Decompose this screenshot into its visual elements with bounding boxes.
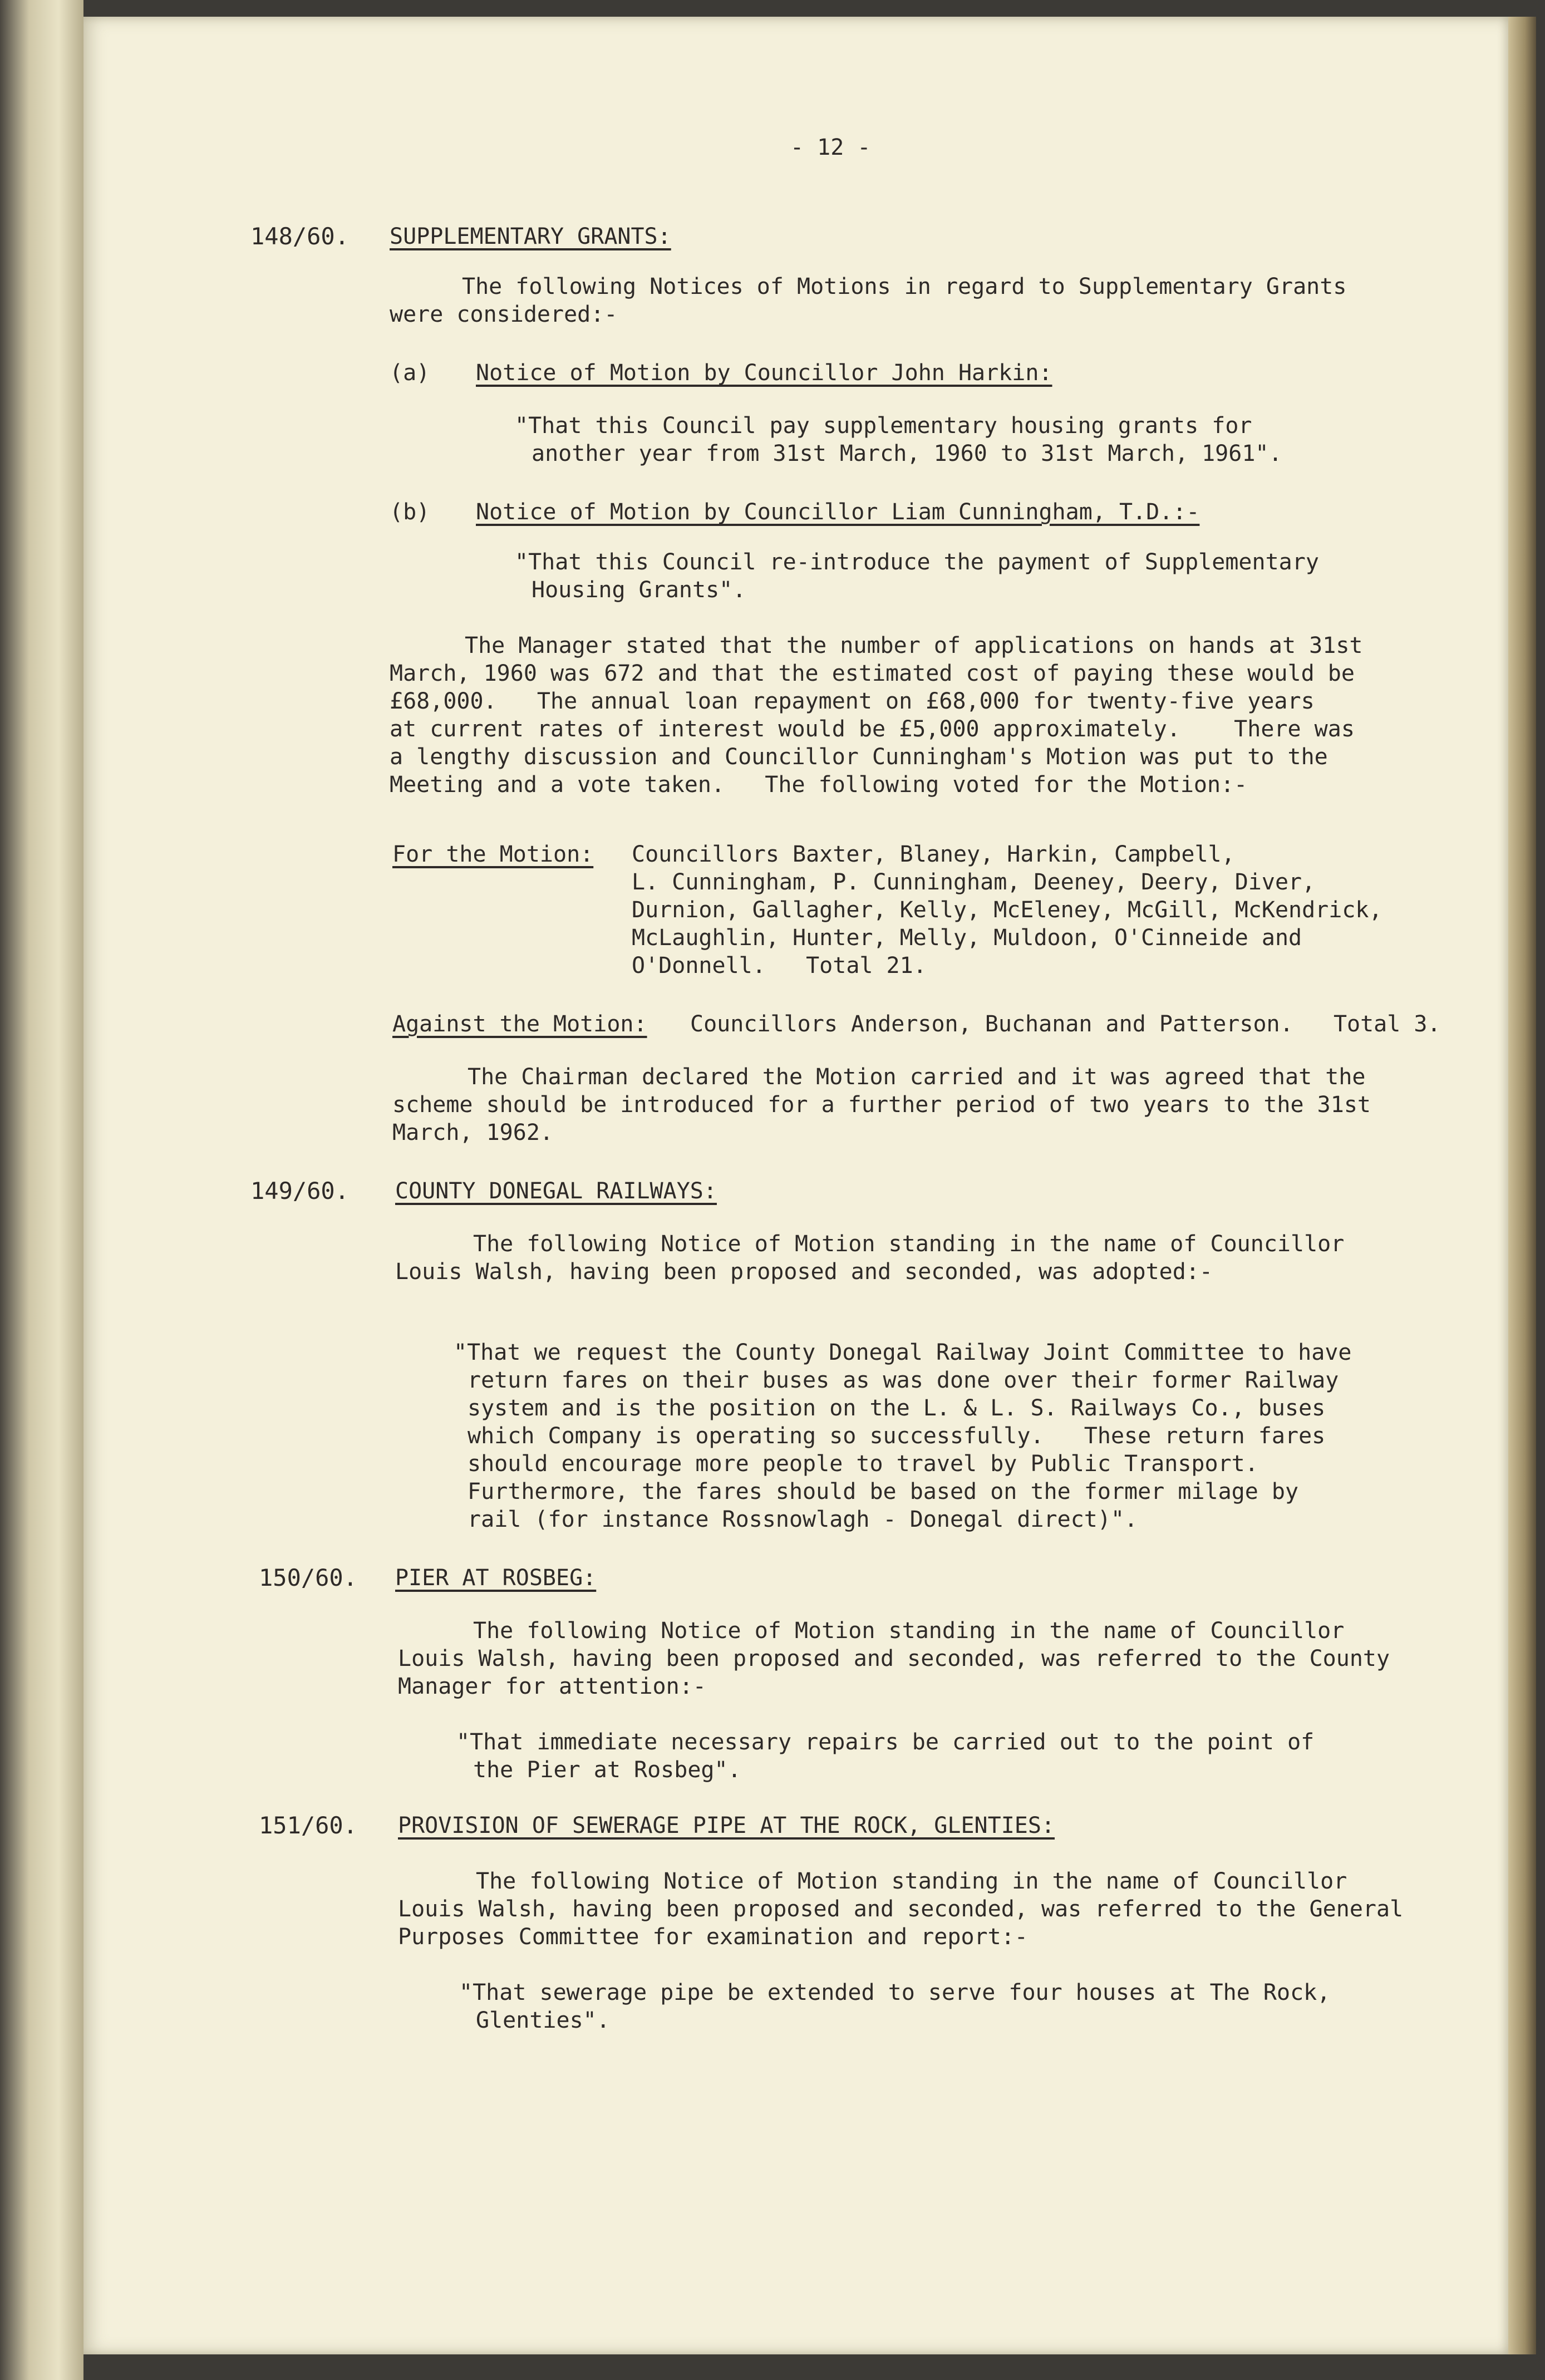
quote-line: should encourage more people to travel by Public Transport.: [468, 1451, 1258, 1477]
motion-quote-b: Housing Grants".: [532, 577, 746, 603]
for-motion-names: O'Donnell. Total 21.: [632, 953, 927, 978]
conclusion-line: March, 1962.: [392, 1120, 553, 1145]
discussion-line: Meeting and a vote taken. The following voted for the Motion:-: [390, 772, 1248, 798]
intro-line: Louis Walsh, having been proposed and seconded, was adopted:-: [395, 1259, 1213, 1285]
intro-line: Manager for attention:-: [398, 1674, 706, 1699]
intro-line: The following Notice of Motion standing in the name of Councillor: [473, 1231, 1345, 1257]
discussion-line: March, 1960 was 672 and that the estimated cost of paying these would be: [390, 661, 1355, 686]
for-motion-names: L. Cunningham, P. Cunningham, Deeney, Deery, Diver,: [632, 869, 1316, 895]
quote-line: rail (for instance Rossnowlagh - Donegal direct)".: [468, 1507, 1138, 1532]
discussion-line: £68,000. The annual loan repayment on £68,000 for twenty-five years: [390, 689, 1315, 714]
intro-line: Louis Walsh, having been proposed and seconded, was referred to the County: [398, 1646, 1390, 1671]
for-motion-label: For the Motion:: [392, 842, 594, 867]
section-heading-county-donegal-railways: COUNTY DONEGAL RAILWAYS:: [395, 1178, 717, 1204]
for-motion-names: Durnion, Gallagher, Kelly, McEleney, McGill, McKendrick,: [632, 897, 1382, 923]
section-heading-supplementary-grants: SUPPLEMENTARY GRANTS:: [390, 224, 671, 249]
quote-line: system and is the position on the L. & L. S. Railways Co., buses: [468, 1395, 1326, 1421]
against-motion-names: Councillors Anderson, Buchanan and Patterson. Total 3.: [690, 1011, 1441, 1037]
quote-line: Furthermore, the fares should be based on the former milage by: [468, 1479, 1299, 1504]
quote-line: the Pier at Rosbeg".: [473, 1757, 741, 1783]
motion-quote-b: "That this Council re-introduce the payment of Supplementary: [515, 549, 1319, 575]
quote-line: which Company is operating so successfully. These return fares: [468, 1423, 1326, 1449]
quote-line: Glenties".: [476, 2008, 610, 2033]
motion-title-a: Notice of Motion by Councillor John Harkin:: [476, 360, 1052, 386]
conclusion-line: scheme should be introduced for a further period of two years to the 31st: [392, 1092, 1371, 1118]
section-number-150: 150/60.: [259, 1564, 358, 1591]
motion-title-b: Notice of Motion by Councillor Liam Cunningham, T.D.:-: [476, 499, 1200, 525]
for-motion-names: McLaughlin, Hunter, Melly, Muldoon, O'Cinneide and: [632, 925, 1302, 951]
quote-line: "That immediate necessary repairs be carried out to the point of: [456, 1729, 1315, 1755]
intro-line: Purposes Committee for examination and report:-: [398, 1924, 1028, 1950]
intro-line: The following Notice of Motion standing in the name of Councillor: [476, 1868, 1347, 1894]
section-number-148: 148/60.: [250, 223, 350, 250]
discussion-line: The Manager stated that the number of applications on hands at 31st: [465, 633, 1363, 658]
conclusion-line: The Chairman declared the Motion carried and it was agreed that the: [468, 1064, 1366, 1090]
intro-line: The following Notices of Motions in regard to Supplementary Grants: [462, 274, 1347, 299]
motion-label-b: (b): [390, 499, 430, 525]
intro-line: Louis Walsh, having been proposed and seconded, was referred to the General: [398, 1896, 1404, 1922]
for-motion-names: Councillors Baxter, Blaney, Harkin, Campbell,: [632, 842, 1235, 867]
quote-line: "That sewerage pipe be extended to serve four houses at The Rock,: [459, 1980, 1331, 2005]
section-number-149: 149/60.: [250, 1177, 350, 1204]
section-heading-sewerage-pipe: PROVISION OF SEWERAGE PIPE AT THE ROCK, GLENTIES:: [398, 1813, 1055, 1838]
intro-line: The following Notice of Motion standing in the name of Councillor: [473, 1618, 1345, 1644]
motion-quote-a: "That this Council pay supplementary housing grants for: [515, 413, 1252, 439]
quote-line: return fares on their buses as was done over their former Railway: [468, 1368, 1339, 1393]
page-edge: [1508, 17, 1536, 2354]
motion-quote-a: another year from 31st March, 1960 to 31st March, 1961".: [532, 441, 1282, 466]
intro-line: were considered:-: [390, 302, 618, 327]
section-number-151: 151/60.: [259, 1812, 358, 1839]
motion-label-a: (a): [390, 360, 430, 386]
page-number: - 12 -: [790, 135, 871, 160]
section-heading-pier-at-rosbeg: PIER AT ROSBEG:: [395, 1565, 597, 1591]
against-motion-label: Against the Motion:: [392, 1011, 647, 1037]
quote-line: "That we request the County Donegal Railway Joint Committee to have: [454, 1340, 1352, 1365]
discussion-line: a lengthy discussion and Councillor Cunningham's Motion was put to the: [390, 744, 1328, 770]
book-gutter: [0, 0, 83, 2380]
discussion-line: at current rates of interest would be £5,000 approximately. There was: [390, 716, 1355, 742]
